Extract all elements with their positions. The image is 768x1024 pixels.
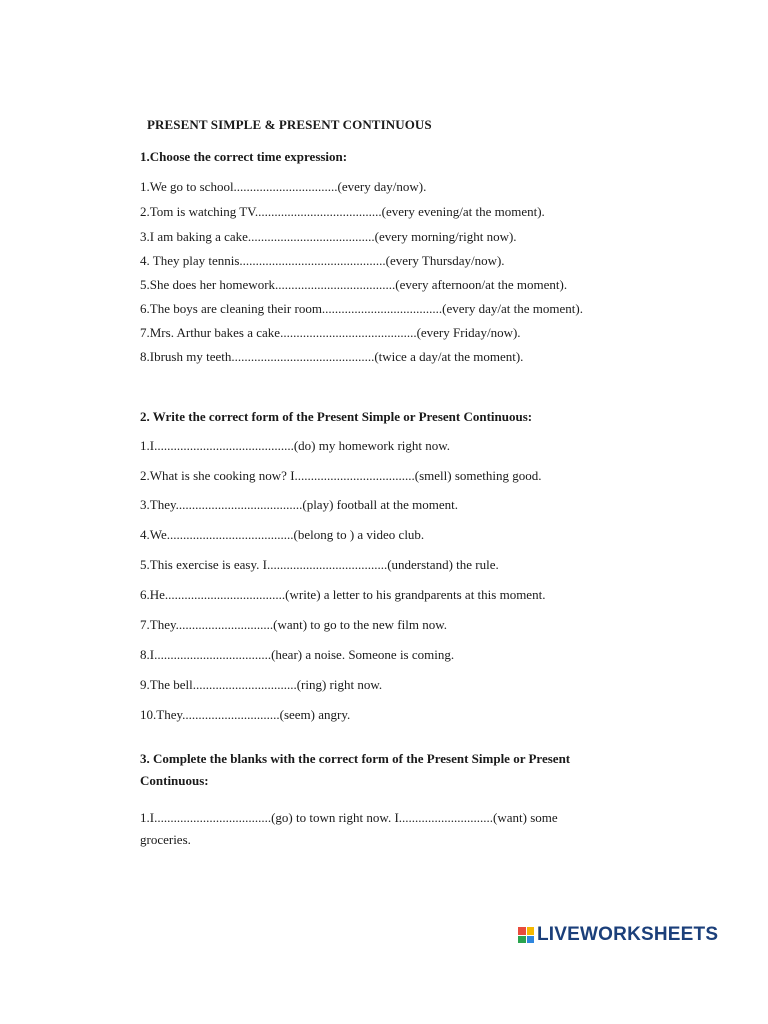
exercise-item: 7.Mrs. Arthur bakes a cake..........................................(every Friday/now). [140,325,521,340]
exercise-item: 6.The boys are cleaning their room.....................................(every day/at the moment). [140,301,583,316]
exercise-item: 3.I am baking a cake.......................................(every morning/right now). [140,229,517,244]
exercise-item: 2.What is she cooking now? I.....................................(smell) something good. [140,468,542,483]
liveworksheets-logo [518,924,718,946]
exercise-item: 4.We.......................................(belong to ) a video club. [140,527,425,542]
exercise-item: 8.Ibrush my teeth............................................(twice a day/at the moment). [140,349,524,364]
exercise-item: 1.I...........................................(do) my homework right now. [140,438,451,453]
exercise-item: 5.This exercise is easy. I.....................................(understand) the rule. [140,557,499,572]
logo-square [518,936,526,944]
exercise-item: 8.I....................................(hear) a noise. Someone is coming. [140,647,455,662]
exercise-item: 10.They..............................(seem) angry. [140,707,351,722]
logo-text: LIVEWORKSHEETS [537,924,719,945]
exercise-item: 1.I....................................(go) to town right now. I.............................(want) some groceries. [140,810,558,847]
exercise-item: 9.The bell................................(ring) right now. [140,677,383,692]
exercise-item: 6.He.....................................(write) a letter to his grandparents at this moment. [140,587,546,602]
exercise-item: 1.We go to school................................(every day/now). [140,179,427,194]
section-1-heading: 1.Choose the correct time expression: [140,149,348,164]
exercise-item: 3.They.......................................(play) football at the moment. [140,497,458,512]
exercise-item: 4. They play tennis.............................................(every Thursday/now). [140,253,505,268]
exercise-item: 2.Tom is watching TV.......................................(every evening/at the moment). [140,204,545,219]
logo-square [527,936,535,944]
section-3-heading: 3. Complete the blanks with the correct form of the Present Simple or Present Continuous: [140,751,571,788]
logo-square [518,927,526,935]
logo-square [527,927,535,935]
logo-mark-icon [518,927,534,943]
exercise-item: 7.They..............................(want) to go to the new film now. [140,617,448,632]
page-title: PRESENT SIMPLE & PRESENT CONTINUOUS [147,117,432,132]
exercise-item: 5.She does her homework.....................................(every afternoon/at the moment). [140,277,568,292]
section-2-heading: 2. Write the correct form of the Present Simple or Present Continuous: [140,409,533,424]
